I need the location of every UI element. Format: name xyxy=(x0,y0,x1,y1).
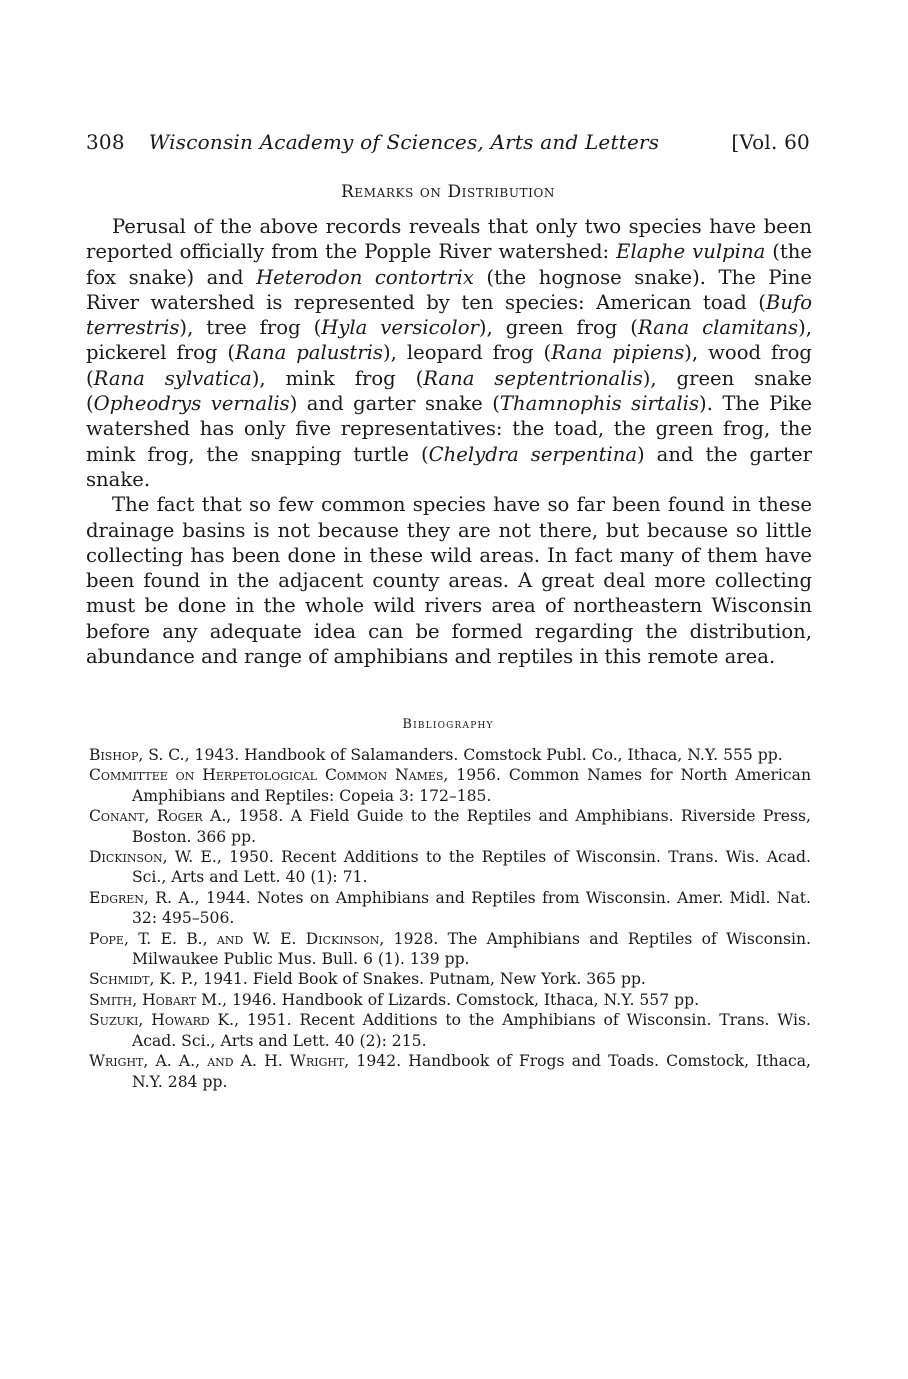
species-name: Hyla versicolor xyxy=(321,316,479,340)
bib-author: Dickinson, W. E. xyxy=(89,848,217,867)
species-name: Rana clamitans xyxy=(637,316,799,340)
paragraph-2: The fact that so few common species have so far been found in these drainage basins is not because they are not there, but because so little collecting has been done in these wild areas. In fact many of them have been found in the adjacent county areas. A great deal more collecting must be done in the whole wild rivers area of northeastern Wisconsin before any adequate idea can be formed regarding the distribution, abundance and range of amphibians and reptiles in this remote area. xyxy=(86,493,812,669)
bib-text: , 1944. Notes on Amphibians and Reptiles from Wisconsin. Amer. Midl. Nat. 32: 495–506. xyxy=(132,888,811,928)
body-text xyxy=(86,214,812,669)
bibliography-list xyxy=(89,745,811,1092)
bib-text: , 1946. Handbook of Lizards. Comstock, Ithaca, N.Y. 557 pp. xyxy=(222,990,700,1009)
bibliography-heading: Bibliography xyxy=(402,717,494,732)
species-name: Rana palustris xyxy=(235,341,383,365)
bib-author: Smith, Hobart M. xyxy=(89,990,223,1009)
section-heading: Remarks on Distribution xyxy=(340,182,556,202)
bib-text: , 1950. Recent Additions to the Reptiles of Wisconsin. Trans. Wis. Acad. Sci., Arts and Lett. 40 (1): 71. xyxy=(132,848,811,887)
species-name: Rana pipiens xyxy=(551,341,685,365)
page-number: 308 xyxy=(86,130,125,154)
bib-author: Bishop, S. C. xyxy=(89,746,185,764)
bib-text: , 1942. Handbook of Frogs and Toads. Comstock, Ithaca, N.Y. 284 pp. xyxy=(132,1052,812,1091)
bib-entry xyxy=(89,745,811,765)
bib-text: , 1928. The Amphibians and Reptiles of Wisconsin. Milwaukee Public Mus. Bull. 6 (1). 139 pp. xyxy=(132,929,811,969)
bib-entry xyxy=(89,969,811,989)
journal-title: Wisconsin Academy of Sciences, Arts and Letters xyxy=(148,130,660,154)
bib-text: , 1943. Handbook of Salamanders. Comstock Publ. Co., Ithaca, N.Y. 555 pp. xyxy=(184,746,783,764)
bib-text: , 1941. Field Book of Snakes. Putnam, New York. 365 pp. xyxy=(193,970,646,989)
running-head xyxy=(86,130,810,154)
bib-author: Wright, A. A., and A. H. Wright xyxy=(89,1052,345,1071)
species-name: Rana septentrionalis xyxy=(423,366,643,390)
species-name: Rana sylvatica xyxy=(93,366,252,390)
species-name: Heterodon contortrix xyxy=(256,265,474,289)
bib-entry xyxy=(89,888,811,929)
bib-author: Committee on Herpetological Common Names xyxy=(89,766,444,785)
volume-label: [Vol. 60 xyxy=(731,130,810,154)
species-name: Elaphe vulpina xyxy=(616,240,766,264)
bib-text: , 1951. Recent Additions to the Amphibians of Wisconsin. Trans. Wis. Acad. Sci., Arts and Lett. 40 (2): 215. xyxy=(132,1011,811,1050)
bib-author: Schmidt, K. P. xyxy=(89,970,194,989)
species-name: Chelydra serpentina xyxy=(428,442,638,466)
bib-entry xyxy=(89,1051,811,1092)
bib-entry xyxy=(89,806,811,847)
species-name: Thamnophis sirtalis xyxy=(499,392,700,416)
bib-author: Conant, Roger A. xyxy=(89,807,227,826)
species-name: Opheodrys vernalis xyxy=(93,392,290,416)
paragraph-1: Perusal of the above records reveals that only two species have been reported officially from the Popple River watershed: Elaphe vulpina (the fox snake) and Heterodon contortrix (the hognose snake). The Pine River watershed is represented by ten species: American toad (Bufo terrestris), tree frog (Hyla versicolor), green frog (Rana clamitans), pickerel frog (Rana palustris), leopard frog (Rana pipiens), wood frog (Rana sylvatica), mink frog (Rana septentrionalis), green snake (Opheodrys vernalis) and garter snake (Thamnophis sirtalis). The Pike watershed has only five representatives: the toad, the green frog, the mink frog, the snapping turtle (Chelydra serpentina) and the garter snake. xyxy=(86,215,813,491)
bib-entry xyxy=(89,847,811,888)
bib-text: , 1958. A Field Guide to the Reptiles and Amphibians. Riverside Press, Boston. 366 pp. xyxy=(132,807,811,846)
bib-text: , 1956. Common Names for North American Amphibians and Reptiles: Copeia 3: 172–185. xyxy=(132,766,811,805)
bib-entry xyxy=(89,1010,811,1051)
bib-entry xyxy=(89,990,811,1010)
bib-author: Suzuki, Howard K. xyxy=(89,1011,235,1030)
species-name: Bufo terrestris xyxy=(86,290,812,340)
bib-author: Edgren, R. A. xyxy=(89,888,195,907)
bib-author: Pope, T. E. B., and W. E. Dickinson xyxy=(89,929,380,948)
bib-entry xyxy=(89,765,811,806)
bib-entry xyxy=(89,929,811,970)
